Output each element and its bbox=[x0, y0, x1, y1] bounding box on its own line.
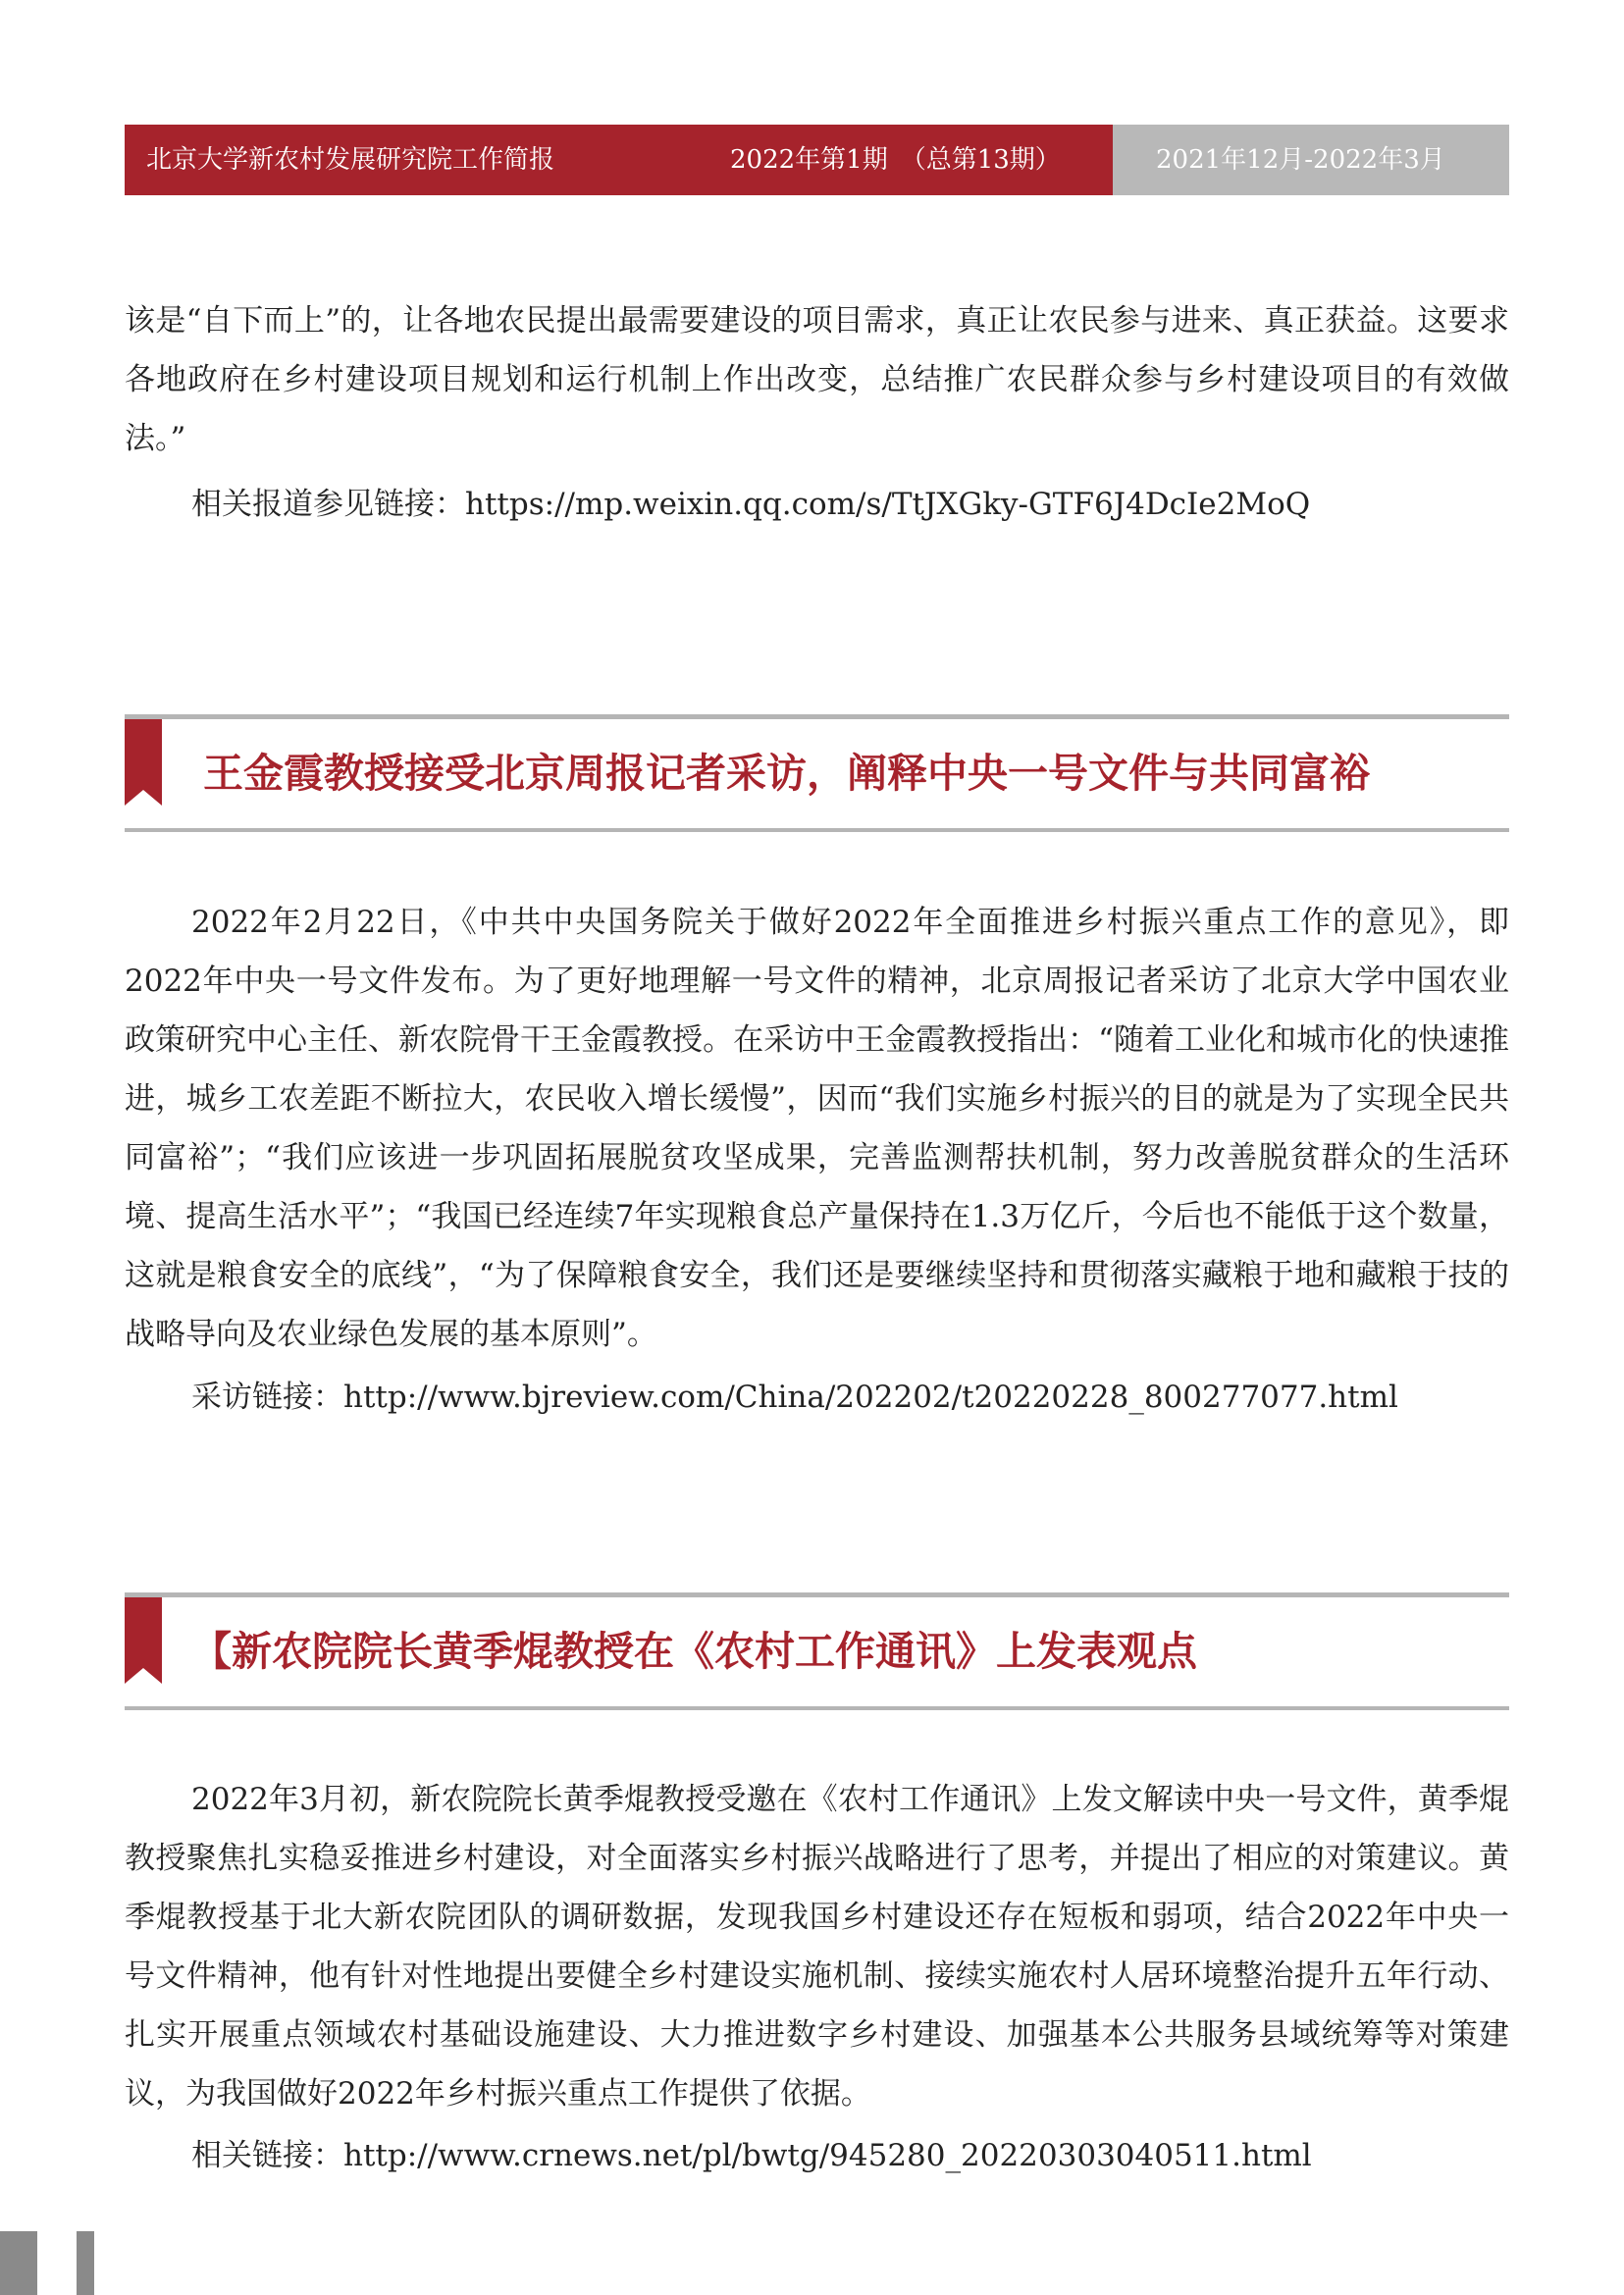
publication-title: 北京大学新农村发展研究院工作简报 bbox=[146, 145, 555, 175]
continuation-paragraph: 该是“自下而上”的，让各地农民提出最需要建设的项目需求，真正让农民参与进来、真正获益。这要求各地政府在乡村建设项目规划和运行机制上作出改变，总结推广农民群众参与乡村建设项目的有效做法。” bbox=[125, 303, 1509, 456]
header-gray-band bbox=[1113, 125, 1509, 195]
header-red-band bbox=[125, 125, 1113, 195]
section-heading-2 bbox=[125, 1592, 1509, 1710]
bookmark-ribbon-icon bbox=[125, 1597, 162, 1684]
heading-bottom-rule bbox=[125, 1706, 1509, 1710]
section-2-paragraph: 2022年3月初，新农院院长黄季焜教授受邀在《农村工作通讯》上发文解读中央一号文件，黄季焜教授聚焦扎实稳妥推进乡村建设，对全面落实乡村振兴战略进行了思考，并提出了相应的对策建议。黄季焜教授基于北大新农院团队的调研数据，发现我国乡村建设还存在短板和弱项，结合2022年中央一号文件精神，他有针对性地提出要健全乡村建设实施机制、接续实施农村人居环境整治提升五年行动、扎实开展重点领域农村基础设施建设、大力推进数字乡村建设、加强基本公共服务县域统筹等对策建议，为我国做好2022年乡村振兴重点工作提供了依据。 bbox=[125, 1782, 1509, 2112]
issue-number: 2022年第1期 （总第13期） bbox=[730, 145, 1061, 175]
page-header bbox=[125, 125, 1509, 195]
footer-mark-right bbox=[77, 2231, 94, 2295]
section-heading-1 bbox=[125, 714, 1509, 832]
heading-bottom-rule bbox=[125, 828, 1509, 832]
bookmark-ribbon-icon bbox=[125, 719, 162, 806]
section-1-link[interactable]: 采访链接：http://www.bjreview.com/China/202202/t20220228_800277077.html bbox=[191, 1380, 1398, 1415]
section-title-1: 王金霞教授接受北京周报记者采访，阐释中央一号文件与共同富裕 bbox=[203, 750, 1370, 797]
section-title-2: 【新农院院长黄季焜教授在《农村工作通讯》上发表观点 bbox=[191, 1628, 1197, 1675]
footer-mark-left bbox=[0, 2231, 37, 2295]
section-2-link[interactable]: 相关链接：http://www.crnews.net/pl/bwtg/945280_20220303040511.html bbox=[191, 2138, 1312, 2173]
issue-period: 2021年12月-2022年3月 bbox=[1156, 145, 1445, 175]
continuation-link[interactable]: 相关报道参见链接：https://mp.weixin.qq.com/s/TtJXGky-GTF6J4DcIe2MoQ bbox=[191, 487, 1311, 522]
section-1-paragraph: 2022年2月22日，《中共中央国务院关于做好2022年全面推进乡村振兴重点工作的意见》，即2022年中央一号文件发布。为了更好地理解一号文件的精神，北京周报记者采访了北京大学中国农业政策研究中心主任、新农院骨干王金霞教授。在采访中王金霞教授指出：“随着工业化和城市化的快速推进，城乡工农差距不断拉大，农民收入增长缓慢”，因而“我们实施乡村振兴的目的就是为了实现全民共同富裕”；“我们应该进一步巩固拓展脱贫攻坚成果，完善监测帮扶机制，努力改善脱贫群众的生活环境、提高生活水平”；“我国已经连续7年实现粮食总产量保持在1.3万亿斤，今后也不能低于这个数量，这就是粮食安全的底线”，“为了保障粮食安全，我们还是要继续坚持和贯彻落实藏粮于地和藏粮于技的战略导向及农业绿色发展的基本原则”。 bbox=[125, 905, 1509, 1352]
